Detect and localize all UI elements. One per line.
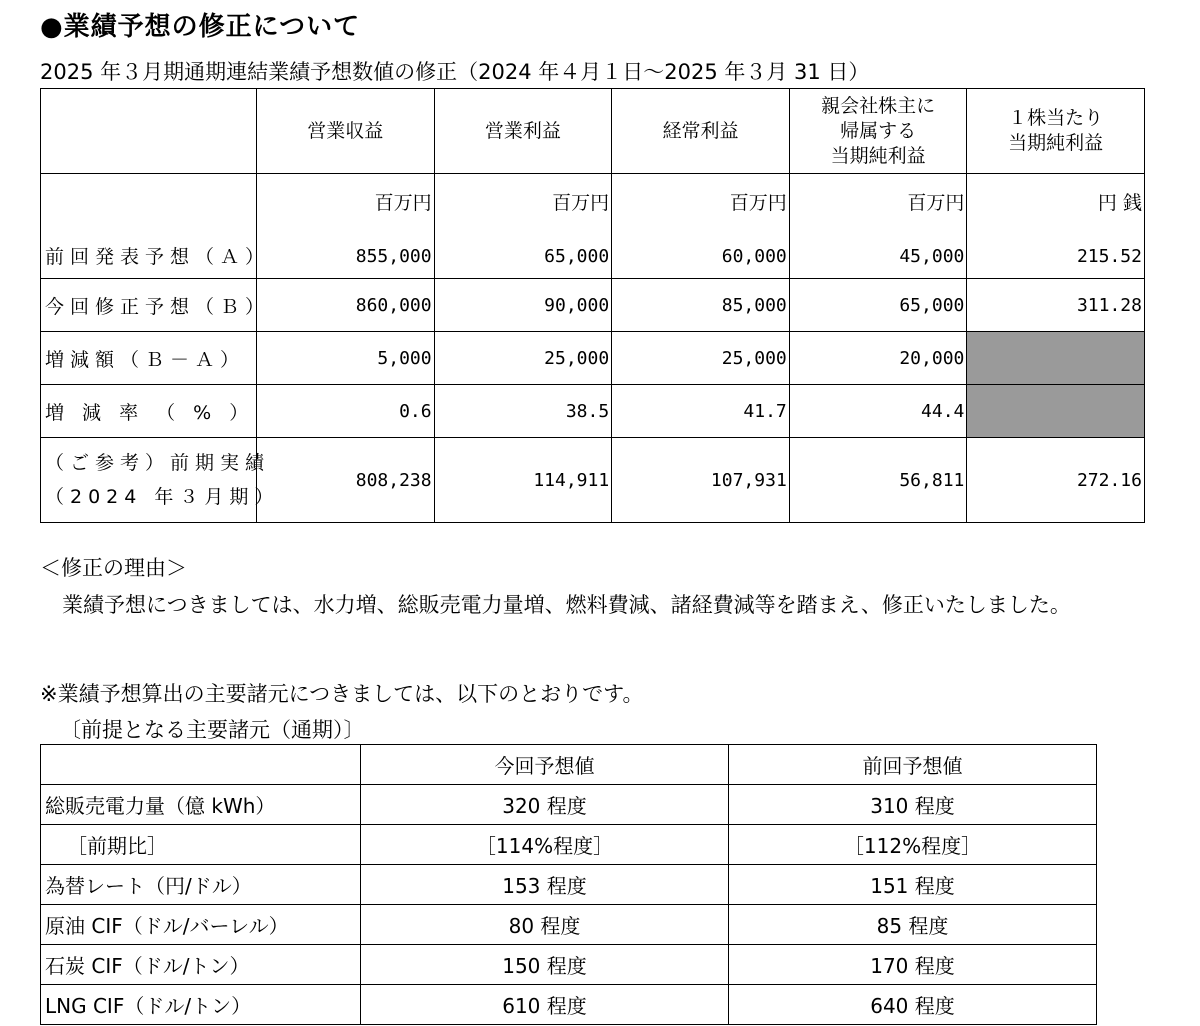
value-cell: 85,000 xyxy=(612,279,790,332)
value-cell: 0.6 xyxy=(257,385,435,438)
header-operating-revenue: 営業収益 xyxy=(257,89,435,174)
row-label: LNG CIF（ドル/トン） xyxy=(41,985,361,1025)
row-label: ［前期比］ xyxy=(41,825,361,865)
row-label-line2: （2024 年３月期） xyxy=(45,486,280,508)
current-value: 610 程度 xyxy=(361,985,729,1025)
value-cell: 41.7 xyxy=(612,385,790,438)
row-label: 総販売電力量（億 kWh） xyxy=(41,785,361,825)
value-cell: 5,000 xyxy=(257,332,435,385)
value-cell: 107,931 xyxy=(612,438,790,523)
forecast-header-row xyxy=(41,89,1145,174)
header-empty-cell xyxy=(41,745,361,785)
shaded-empty-cell xyxy=(967,332,1145,385)
unit-label: 円 銭 xyxy=(1097,192,1142,214)
unit-label: 百万円 xyxy=(729,192,787,214)
row-label: 前回発表予想（Ａ） xyxy=(45,246,271,268)
header-eps: １株当たり 当期純利益 xyxy=(967,89,1145,174)
reason-text: 業績予想につきましては、水力増、総販売電力量増、燃料費減、諸経費減等を踏まえ、修正いたしました。 xyxy=(62,593,1071,617)
table-row xyxy=(41,785,1097,825)
value-cell: 855,000 xyxy=(355,246,432,267)
row-label-line1: （ご参考）前期実績 xyxy=(45,452,271,474)
unit-label: 百万円 xyxy=(374,192,432,214)
table-row xyxy=(41,174,1145,279)
row-label: 増減額（Ｂ－Ａ） xyxy=(41,332,257,385)
table-row xyxy=(41,865,1097,905)
value-cell: 44.4 xyxy=(789,385,967,438)
value-cell: 56,811 xyxy=(789,438,967,523)
table-row xyxy=(41,332,1145,385)
row-label: 原油 CIF（ドル/バーレル） xyxy=(41,905,361,945)
current-value: 80 程度 xyxy=(361,905,729,945)
assumptions-note: ※業績予想算出の主要諸元につきましては、以下のとおりです。 xyxy=(40,682,644,706)
header-net-income-owners: 親会社株主に 帰属する 当期純利益 xyxy=(789,89,967,174)
forecast-revision-table xyxy=(40,88,1145,523)
previous-value: 640 程度 xyxy=(729,985,1097,1025)
current-value: ［114%程度］ xyxy=(361,825,729,865)
assumptions-header-row xyxy=(41,745,1097,785)
row-label: 石炭 CIF（ドル/トン） xyxy=(41,945,361,985)
current-value: 320 程度 xyxy=(361,785,729,825)
value-cell: 808,238 xyxy=(257,438,435,523)
value-cell: 60,000 xyxy=(721,246,787,267)
value-cell: 114,911 xyxy=(434,438,612,523)
previous-value: ［112%程度］ xyxy=(729,825,1097,865)
row-label: 為替レート（円/ドル） xyxy=(41,865,361,905)
value-cell: 25,000 xyxy=(612,332,790,385)
value-cell: 45,000 xyxy=(899,246,965,267)
assumptions-table xyxy=(40,744,1097,1025)
table-row xyxy=(41,385,1145,438)
row-label: 今回修正予想（Ｂ） xyxy=(41,279,257,332)
header-ordinary-income: 経常利益 xyxy=(612,89,790,174)
value-cell: 65,000 xyxy=(544,246,610,267)
table-row xyxy=(41,279,1145,332)
previous-value: 170 程度 xyxy=(729,945,1097,985)
forecast-table-caption: 2025 年３月期通期連結業績予想数値の修正（2024 年４月１日～2025 年３月 31 日） xyxy=(40,60,870,84)
value-cell: 272.16 xyxy=(967,438,1145,523)
row-label: 増 減 率 （ % ） xyxy=(41,385,257,438)
value-cell: 90,000 xyxy=(434,279,612,332)
assumptions-title: 〔前提となる主要諸元（通期）〕 xyxy=(60,718,365,742)
header-empty-cell xyxy=(41,89,257,174)
value-cell: 25,000 xyxy=(434,332,612,385)
value-cell: 860,000 xyxy=(257,279,435,332)
value-cell: 65,000 xyxy=(789,279,967,332)
table-row xyxy=(41,985,1097,1025)
table-row xyxy=(41,438,1145,523)
value-cell: 20,000 xyxy=(789,332,967,385)
value-cell: 38.5 xyxy=(434,385,612,438)
header-previous-forecast: 前回予想値 xyxy=(729,745,1097,785)
table-row xyxy=(41,825,1097,865)
previous-value: 85 程度 xyxy=(729,905,1097,945)
previous-value: 310 程度 xyxy=(729,785,1097,825)
table-row xyxy=(41,945,1097,985)
value-cell: 215.52 xyxy=(1076,246,1142,267)
page-heading: ●業績予想の修正について xyxy=(40,12,361,42)
unit-label: 百万円 xyxy=(907,192,965,214)
row-label xyxy=(41,438,280,523)
table-row xyxy=(41,905,1097,945)
shaded-empty-cell xyxy=(967,385,1145,438)
value-cell: 311.28 xyxy=(967,279,1145,332)
header-current-forecast: 今回予想値 xyxy=(361,745,729,785)
header-operating-income: 営業利益 xyxy=(434,89,612,174)
unit-label: 百万円 xyxy=(552,192,610,214)
current-value: 153 程度 xyxy=(361,865,729,905)
reason-title: ＜修正の理由＞ xyxy=(40,556,187,580)
current-value: 150 程度 xyxy=(361,945,729,985)
previous-value: 151 程度 xyxy=(729,865,1097,905)
